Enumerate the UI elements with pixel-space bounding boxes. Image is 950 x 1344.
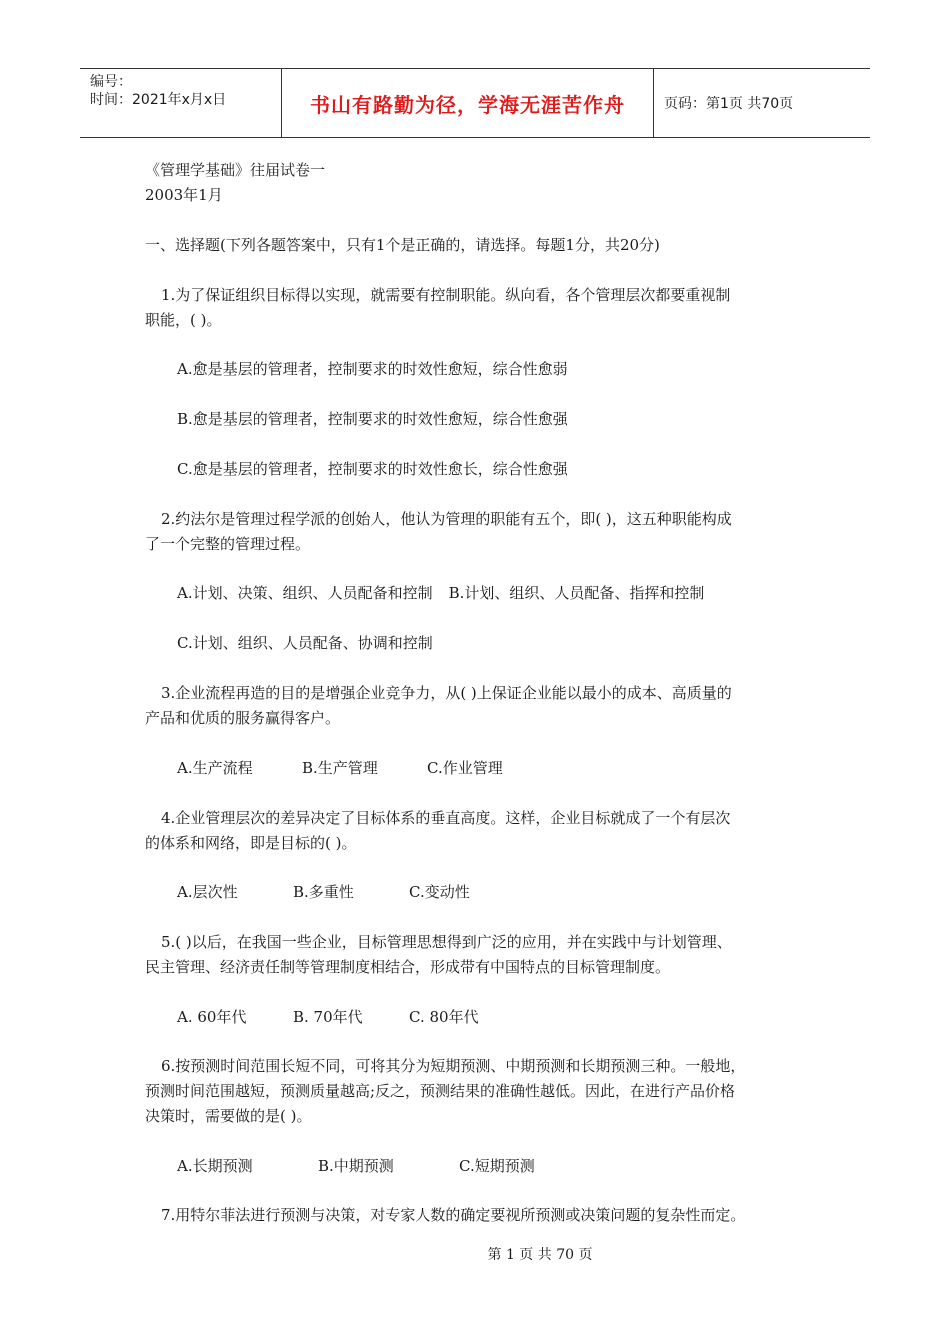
- section-heading: 一、选择题(下列各题答案中，只有1个是正确的，请选择。每题1分，共20分): [145, 236, 660, 254]
- q5-option-c: C. 80年代: [409, 1008, 479, 1026]
- q4-line1: 4.企业管理层次的差异决定了目标体系的垂直高度。这样，企业目标就成了一个有层次: [161, 809, 731, 827]
- q1-line1: 1.为了保证组织目标得以实现，就需要有控制职能。纵向看，各个管理层次都要重视制: [161, 286, 731, 304]
- q1-option-a: A.愈是基层的管理者，控制要求的时效性愈短，综合性愈弱: [177, 360, 568, 378]
- q6-option-a: A.长期预测: [177, 1157, 253, 1175]
- q6-option-c: C.短期预测: [459, 1157, 535, 1175]
- q6-line3: 决策时，需要做的是( )。: [145, 1107, 312, 1125]
- q2-option-c: C.计划、组织、人员配备、协调和控制: [177, 634, 433, 652]
- page-footer: 第 1 页 共 70 页: [487, 1247, 593, 1263]
- q6-line2: 预测时间范围越短，预测质量越高;反之，预测结果的准确性越低。因此，在进行产品价格: [145, 1082, 736, 1100]
- q4-options: [145, 880, 470, 904]
- q4-option-c: C.变动性: [409, 883, 470, 901]
- motto: 书山有路勤为径，学海无涯苦作舟: [282, 69, 654, 137]
- q6-line1: 6.按预测时间范围长短不同，可将其分为短期预测、中期预测和长期预测三种。一般地，: [161, 1057, 746, 1075]
- q5-options: [145, 1005, 479, 1029]
- q5-line2: 民主管理、经济责任制等管理制度相结合，形成带有中国特点的目标管理制度。: [145, 958, 671, 976]
- q2-options-row1: [145, 581, 704, 605]
- document-header: [80, 68, 870, 138]
- q6-options: [145, 1154, 535, 1178]
- time-label: 时间：2021年x月x日: [90, 92, 227, 108]
- q2-option-b: B.计划、组织、人员配备、指挥和控制: [448, 584, 705, 602]
- header-meta: [80, 69, 282, 137]
- q1-option-c: C.愈是基层的管理者，控制要求的时效性愈长，综合性愈强: [177, 460, 568, 478]
- q5-line1: 5.( )以后，在我国一些企业，目标管理思想得到广泛的应用，并在实践中与计划管理、: [161, 933, 732, 951]
- q6-option-b: B.中期预测: [318, 1157, 394, 1175]
- q1-option-b: B.愈是基层的管理者，控制要求的时效性愈短，综合性愈强: [177, 410, 568, 428]
- q2-option-a: A.计划、决策、组织、人员配备和控制: [177, 584, 433, 602]
- q1-line2: 职能，( )。: [145, 311, 222, 329]
- q5-option-a: A. 60年代: [177, 1008, 247, 1026]
- q7-line1: 7.用特尔菲法进行预测与决策，对专家人数的确定要视所预测或决策问题的复杂性而定。: [161, 1206, 746, 1224]
- q2-line2: 了一个完整的管理过程。: [145, 535, 311, 553]
- q4-line2: 的体系和网络，即是目标的( )。: [145, 834, 357, 852]
- number-label: 编号：: [90, 74, 132, 90]
- q5-option-b: B. 70年代: [293, 1008, 363, 1026]
- q4-option-a: A.层次性: [177, 883, 238, 901]
- q3-option-c: C.作业管理: [427, 759, 503, 777]
- q3-option-a: A.生产流程: [177, 759, 253, 777]
- q2-line1: 2.约法尔是管理过程学派的创始人，他认为管理的职能有五个，即( )，这五种职能构成: [161, 510, 732, 528]
- doc-title: 《管理学基础》往届试卷一: [145, 161, 326, 179]
- q3-option-b: B.生产管理: [302, 759, 378, 777]
- doc-date: 2003年1月: [145, 186, 223, 204]
- q3-line1: 3.企业流程再造的目的是增强企业竞争力，从( )上保证企业能以最小的成本、高质量的: [161, 684, 732, 702]
- q3-options: [145, 756, 503, 780]
- q3-line2: 产品和优质的服务赢得客户。: [145, 709, 341, 727]
- q4-option-b: B.多重性: [293, 883, 354, 901]
- page-info: 页码：第1页 共70页: [664, 96, 794, 112]
